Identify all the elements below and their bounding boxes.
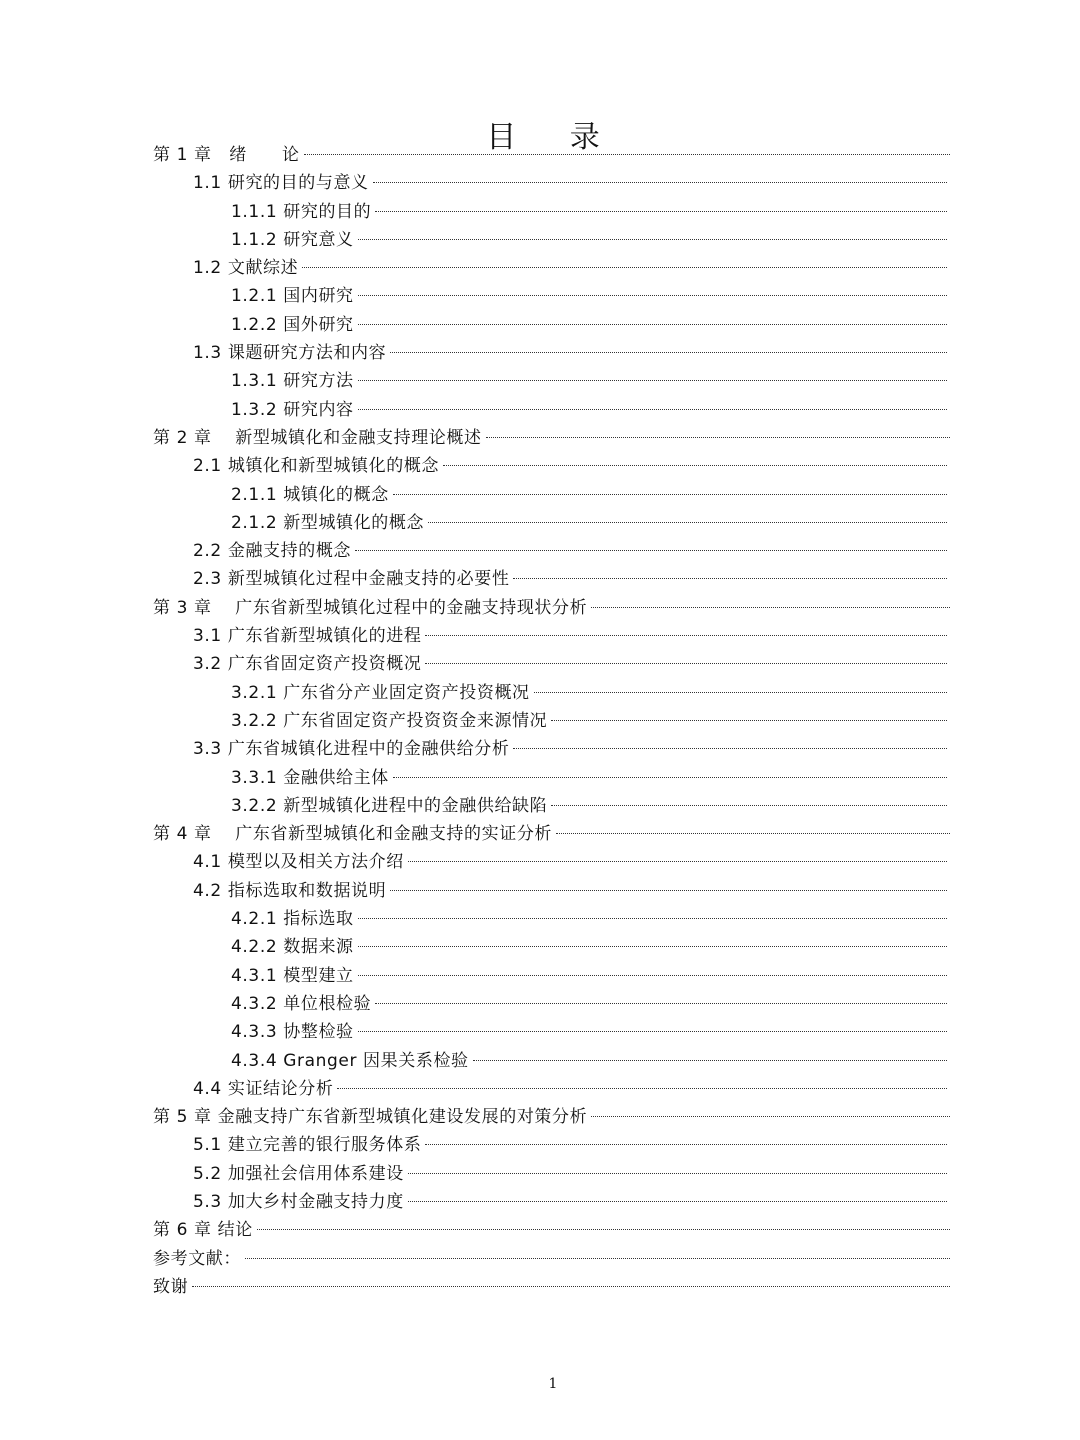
dot-leader bbox=[358, 1030, 947, 1032]
toc-entry[interactable] bbox=[0, 735, 1080, 763]
toc-entry[interactable] bbox=[0, 764, 1080, 792]
dot-leader bbox=[408, 1200, 947, 1202]
toc-entry-label: 1.3.1 研究方法 bbox=[231, 371, 354, 392]
toc-entry[interactable] bbox=[0, 396, 1080, 424]
toc-entry-label: 第 5 章 金融支持广东省新型城镇化建设发展的对策分析 bbox=[153, 1107, 588, 1128]
toc-entry-label: 4.4 实证结论分析 bbox=[193, 1078, 334, 1099]
toc-entry[interactable] bbox=[0, 424, 1080, 452]
toc-entry[interactable] bbox=[0, 933, 1080, 961]
toc-entry[interactable] bbox=[0, 1131, 1080, 1159]
toc-entry[interactable] bbox=[0, 1018, 1080, 1046]
toc-entry[interactable] bbox=[0, 990, 1080, 1018]
dot-leader bbox=[373, 181, 947, 183]
toc-entry-label: 4.1 模型以及相关方法介绍 bbox=[193, 852, 404, 873]
dot-leader bbox=[425, 1143, 947, 1145]
dot-leader bbox=[375, 1002, 947, 1004]
toc-entry[interactable] bbox=[0, 565, 1080, 593]
toc-entry-label: 1.2.1 国内研究 bbox=[231, 286, 354, 307]
page-number: 1 bbox=[548, 1376, 558, 1392]
toc-entry[interactable] bbox=[0, 452, 1080, 480]
toc-entry-label: 2.1 城镇化和新型城镇化的概念 bbox=[193, 456, 440, 477]
dot-leader bbox=[358, 379, 947, 381]
dot-leader bbox=[302, 266, 947, 268]
dot-leader bbox=[358, 974, 947, 976]
dot-leader bbox=[534, 691, 947, 693]
dot-leader bbox=[551, 804, 947, 806]
toc-entry-label: 2.1.2 新型城镇化的概念 bbox=[231, 512, 425, 533]
dot-leader bbox=[390, 889, 947, 891]
toc-entry[interactable] bbox=[0, 820, 1080, 848]
toc-entry-label: 5.3 加大乡村金融支持力度 bbox=[193, 1191, 404, 1212]
toc-entry-label: 3.2.2 广东省固定资产投资资金来源情况 bbox=[231, 710, 548, 731]
toc-entry[interactable] bbox=[0, 1188, 1080, 1216]
toc-entry-label: 5.2 加强社会信用体系建设 bbox=[193, 1163, 404, 1184]
toc-entry-label: 1.2.2 国外研究 bbox=[231, 314, 354, 335]
toc-entry[interactable] bbox=[0, 282, 1080, 310]
dot-leader bbox=[358, 408, 947, 410]
toc-entry[interactable] bbox=[0, 877, 1080, 905]
toc-entry[interactable] bbox=[0, 679, 1080, 707]
toc-entry-label: 5.1 建立完善的银行服务体系 bbox=[193, 1135, 422, 1156]
dot-leader bbox=[486, 436, 950, 438]
dot-leader bbox=[245, 1257, 950, 1259]
toc-entry[interactable] bbox=[0, 650, 1080, 678]
dot-leader bbox=[408, 860, 947, 862]
toc-entry-label: 2.2 金融支持的概念 bbox=[193, 541, 352, 562]
dot-leader bbox=[375, 210, 947, 212]
dot-leader bbox=[513, 577, 947, 579]
dot-leader bbox=[513, 747, 947, 749]
toc-entry-label: 4.3.3 协整检验 bbox=[231, 1022, 354, 1043]
toc-entry-label: 3.2.2 新型城镇化进程中的金融供给缺陷 bbox=[231, 795, 548, 816]
toc-entry[interactable] bbox=[0, 537, 1080, 565]
toc-entry[interactable] bbox=[0, 1160, 1080, 1188]
dot-leader bbox=[428, 521, 947, 523]
toc-entry-label: 1.3.2 研究内容 bbox=[231, 399, 354, 420]
dot-leader bbox=[591, 1115, 950, 1117]
toc-entry[interactable] bbox=[0, 594, 1080, 622]
dot-leader bbox=[408, 1172, 947, 1174]
toc-entry[interactable] bbox=[0, 707, 1080, 735]
toc-entry[interactable] bbox=[0, 1047, 1080, 1075]
dot-leader bbox=[358, 294, 947, 296]
dot-leader bbox=[192, 1285, 950, 1287]
dot-leader bbox=[358, 323, 947, 325]
toc-entry-label: 2.3 新型城镇化过程中金融支持的必要性 bbox=[193, 569, 510, 590]
toc-entry-label: 第 4 章 广东省新型城镇化和金融支持的实证分析 bbox=[153, 824, 553, 845]
toc-title: 目 录 bbox=[486, 120, 622, 156]
toc-entry[interactable] bbox=[0, 1273, 1080, 1301]
dot-leader bbox=[591, 606, 950, 608]
toc-entry-label: 第 2 章 新型城镇化和金融支持理论概述 bbox=[153, 427, 482, 448]
dot-leader bbox=[355, 549, 947, 551]
dot-leader bbox=[443, 464, 947, 466]
toc-entry-label: 4.2 指标选取和数据说明 bbox=[193, 880, 387, 901]
toc-entry[interactable] bbox=[0, 792, 1080, 820]
dot-leader bbox=[393, 776, 947, 778]
toc-entry[interactable] bbox=[0, 848, 1080, 876]
toc-entry[interactable] bbox=[0, 622, 1080, 650]
dot-leader bbox=[304, 153, 950, 155]
table-of-contents bbox=[0, 141, 1080, 1301]
toc-entry-label: 3.2 广东省固定资产投资概况 bbox=[193, 654, 422, 675]
dot-leader bbox=[390, 351, 947, 353]
toc-entry[interactable] bbox=[0, 962, 1080, 990]
toc-entry-label: 2.1.1 城镇化的概念 bbox=[231, 484, 389, 505]
toc-entry[interactable] bbox=[0, 1216, 1080, 1244]
toc-entry[interactable] bbox=[0, 1245, 1080, 1273]
dot-leader bbox=[551, 719, 947, 721]
toc-entry-label: 3.3 广东省城镇化进程中的金融供给分析 bbox=[193, 739, 510, 760]
toc-entry[interactable] bbox=[0, 169, 1080, 197]
dot-leader bbox=[257, 1228, 950, 1230]
toc-entry[interactable] bbox=[0, 509, 1080, 537]
toc-entry[interactable] bbox=[0, 1075, 1080, 1103]
toc-entry-label: 4.2.2 数据来源 bbox=[231, 937, 354, 958]
toc-entry-label: 第 6 章 结论 bbox=[153, 1220, 253, 1241]
dot-leader bbox=[358, 238, 947, 240]
toc-entry-label: 致谢 bbox=[153, 1276, 189, 1297]
toc-entry[interactable] bbox=[0, 481, 1080, 509]
dot-leader bbox=[337, 1087, 947, 1089]
toc-entry-label: 1.3 课题研究方法和内容 bbox=[193, 343, 387, 364]
dot-leader bbox=[425, 634, 947, 636]
toc-entry[interactable] bbox=[0, 254, 1080, 282]
toc-entry-label: 1.2 文献综述 bbox=[193, 258, 299, 279]
toc-entry-label: 4.3.2 单位根检验 bbox=[231, 993, 372, 1014]
dot-leader bbox=[473, 1059, 947, 1061]
toc-entry-label: 3.2.1 广东省分产业固定资产投资概况 bbox=[231, 682, 530, 703]
toc-entry[interactable] bbox=[0, 339, 1080, 367]
toc-entry-label: 1.1 研究的目的与意义 bbox=[193, 173, 369, 194]
toc-entry[interactable] bbox=[0, 905, 1080, 933]
dot-leader bbox=[358, 945, 947, 947]
toc-entry-label: 4.3.1 模型建立 bbox=[231, 965, 354, 986]
toc-entry-label: 1.1.1 研究的目的 bbox=[231, 201, 372, 222]
toc-entry-label: 4.2.1 指标选取 bbox=[231, 909, 354, 930]
toc-entry-label: 4.3.4 Granger 因果关系检验 bbox=[231, 1050, 469, 1071]
toc-entry[interactable] bbox=[0, 367, 1080, 395]
toc-entry[interactable] bbox=[0, 198, 1080, 226]
toc-entry-label: 第 1 章 绪 论 bbox=[153, 145, 300, 165]
toc-entry-label: 参考文献： bbox=[153, 1248, 241, 1269]
toc-entry[interactable] bbox=[0, 141, 1080, 169]
toc-entry-label: 3.3.1 金融供给主体 bbox=[231, 767, 389, 788]
toc-entry-label: 1.1.2 研究意义 bbox=[231, 229, 354, 250]
toc-entry[interactable] bbox=[0, 311, 1080, 339]
toc-entry-label: 第 3 章 广东省新型城镇化过程中的金融支持现状分析 bbox=[153, 597, 588, 618]
toc-entry[interactable] bbox=[0, 1103, 1080, 1131]
toc-entry[interactable] bbox=[0, 226, 1080, 254]
dot-leader bbox=[393, 493, 947, 495]
dot-leader bbox=[358, 917, 947, 919]
toc-entry-label: 3.1 广东省新型城镇化的进程 bbox=[193, 626, 422, 647]
dot-leader bbox=[556, 832, 950, 834]
dot-leader bbox=[425, 662, 947, 664]
